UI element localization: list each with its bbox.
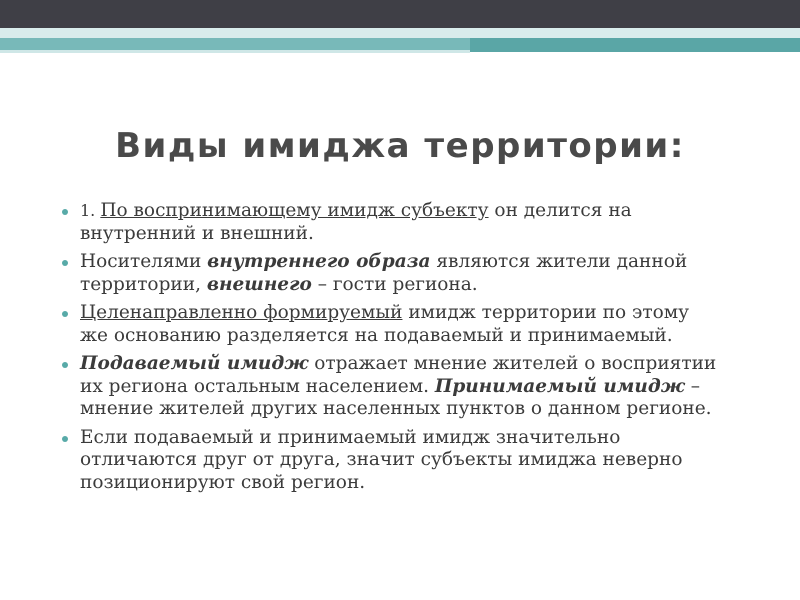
emphasis-phrase: внешнего: [206, 273, 312, 295]
bullet-item-3: [62, 302, 722, 347]
top-light-stripe: [0, 28, 800, 38]
bullet-number: 1.: [80, 201, 101, 220]
bullet-text: имидж территории по этому же основанию разделяется на подаваемый и принимаемый.: [80, 302, 689, 346]
bullet-text: Если подаваемый и принимаемый имидж значительно отличаются друг от друга, значит субъекты имиджа неверно позиционируют свой регион.: [80, 426, 683, 493]
bullet-text: отражает мнение жителей о восприятии их региона остальным населением.: [80, 353, 717, 397]
bullet-text: Носителями: [80, 251, 208, 272]
bullet-list: [62, 200, 722, 500]
bullet-item-4: [62, 353, 722, 421]
underlined-phrase: По воспринимающему имидж субъекту: [100, 200, 489, 221]
emphasis-phrase: Принимаемый имидж: [434, 375, 685, 397]
bullet-item-5: [62, 427, 722, 495]
emphasis-phrase: Подаваемый имидж: [80, 353, 309, 374]
bullet-text: – мнение жителей других населенных пунктов о данном регионе.: [80, 375, 712, 419]
bullet-item-1: [62, 200, 722, 245]
bullet-item-2: [62, 251, 722, 296]
bullet-text: – гости региона.: [311, 273, 478, 295]
emphasis-phrase: внутреннего образа: [207, 251, 431, 272]
underlined-phrase: Целенаправленно формируемый: [80, 302, 403, 323]
slide-title: Виды имиджа территории:: [115, 126, 685, 166]
top-light-stripe-left: [0, 50, 470, 53]
top-dark-band: [0, 0, 800, 28]
top-teal-stripe-right: [470, 38, 800, 52]
bullet-text: он делится на внутренний и внешний.: [80, 200, 632, 244]
bullet-text: являются жители данной территории,: [80, 251, 688, 295]
